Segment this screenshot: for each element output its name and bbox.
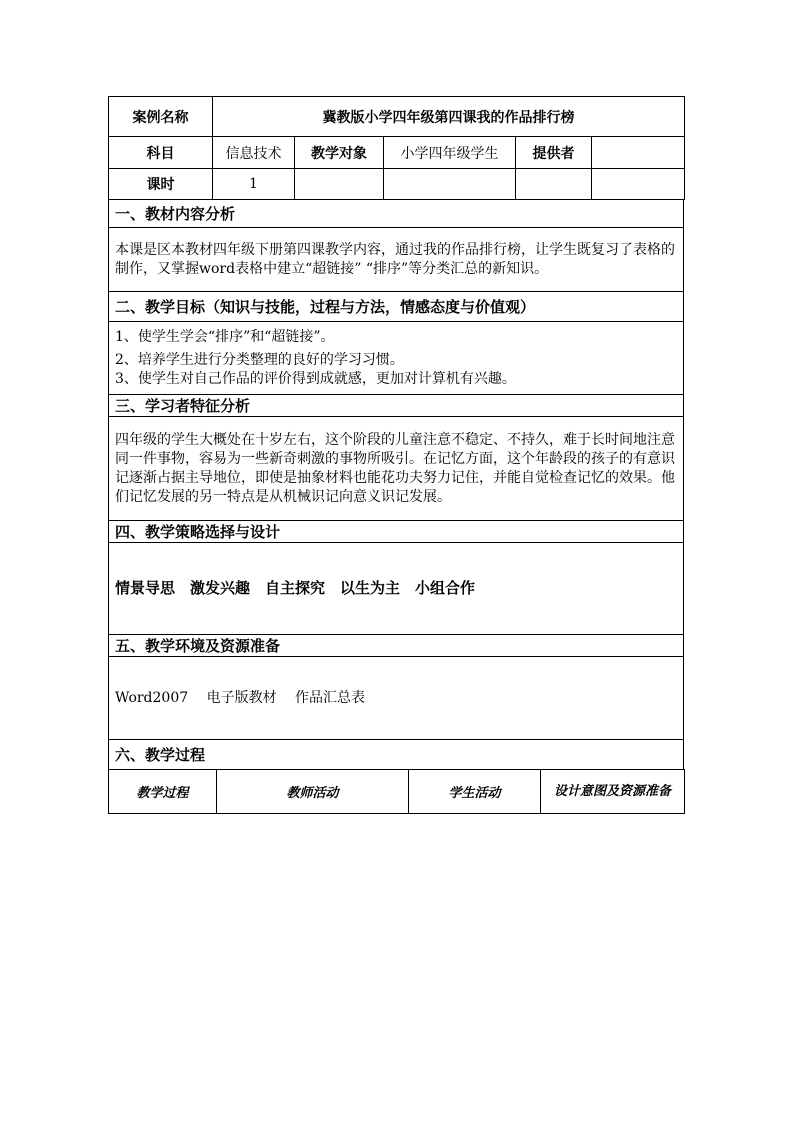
section-title-1: 一、教材内容分析: [109, 200, 684, 228]
audience-label: 教学对象: [295, 137, 384, 169]
process-header-cell: 设计意图及资源准备: [541, 770, 685, 814]
lesson-plan-sheet: [108, 96, 684, 814]
process-header-table: [108, 769, 685, 814]
objective-item-2: 2、培养学生进行分类整理的良好的学习习惯。: [115, 351, 404, 368]
period-row: [109, 169, 685, 200]
case-name-label: 案例名称: [109, 97, 213, 137]
subject-row: [109, 137, 685, 169]
case-name-row: [109, 97, 685, 137]
provider-value: [592, 137, 685, 169]
empty-cell: [295, 169, 384, 200]
section-title-6: 六、教学过程: [109, 740, 684, 770]
section-text-4: 情景导思 激发兴趣 自主探究 以生为主 小组合作: [109, 543, 684, 635]
process-header-cell: 教学过程: [109, 770, 217, 814]
subject-value: 信息技术: [213, 137, 295, 169]
section-list-2: [109, 322, 684, 395]
objective-item-1: 1、使学生学会“排序”和“超链接”。: [115, 328, 335, 345]
sections-table: [108, 199, 684, 770]
section-title-4: 四、教学策略选择与设计: [109, 521, 684, 543]
process-header-row: [109, 770, 685, 814]
section-text-5: Word2007 电子版教材 作品汇总表: [109, 657, 684, 740]
section-title-5: 五、教学环境及资源准备: [109, 635, 684, 657]
period-label: 课时: [109, 169, 213, 200]
period-value: 1: [213, 169, 295, 200]
provider-label: 提供者: [516, 137, 592, 169]
process-header-cell: 教师活动: [217, 770, 409, 814]
process-header-cell: 学生活动: [409, 770, 541, 814]
section-title-3: 三、学习者特征分析: [109, 395, 684, 417]
objective-item-3: 3、使学生对自己作品的评价得到成就感，更加对计算机有兴趣。: [115, 370, 516, 387]
subject-label: 科目: [109, 137, 213, 169]
section-text-1: 本课是区本教材四年级下册第四课教学内容，通过我的作品排行榜，让学生既复习了表格的制作，又掌握word表格中建立“超链接” “排序”等分类汇总的新知识。: [109, 228, 684, 292]
section-text-3: 四年级的学生大概处在十岁左右，这个阶段的儿童注意不稳定、不持久，难于长时间地注意同一件事物，容易为一些新奇刺激的事物所吸引。在记忆方面，这个年龄段的孩子的有意识记逐渐占据主导地位，即使是抽象材料也能花功夫努力记住，并能自觉检查记忆的效果。他们记忆发展的另一特点是从机械识记向意义识记发展。: [109, 417, 684, 521]
section-title-2: 二、教学目标（知识与技能，过程与方法，情感态度与价值观）: [109, 292, 684, 322]
case-name-value: 冀教版小学四年级第四课我的作品排行榜: [213, 97, 685, 137]
empty-cell: [516, 169, 592, 200]
lesson-plan-table: [108, 96, 685, 200]
empty-cell: [592, 169, 685, 200]
audience-value: 小学四年级学生: [384, 137, 516, 169]
empty-cell: [384, 169, 516, 200]
